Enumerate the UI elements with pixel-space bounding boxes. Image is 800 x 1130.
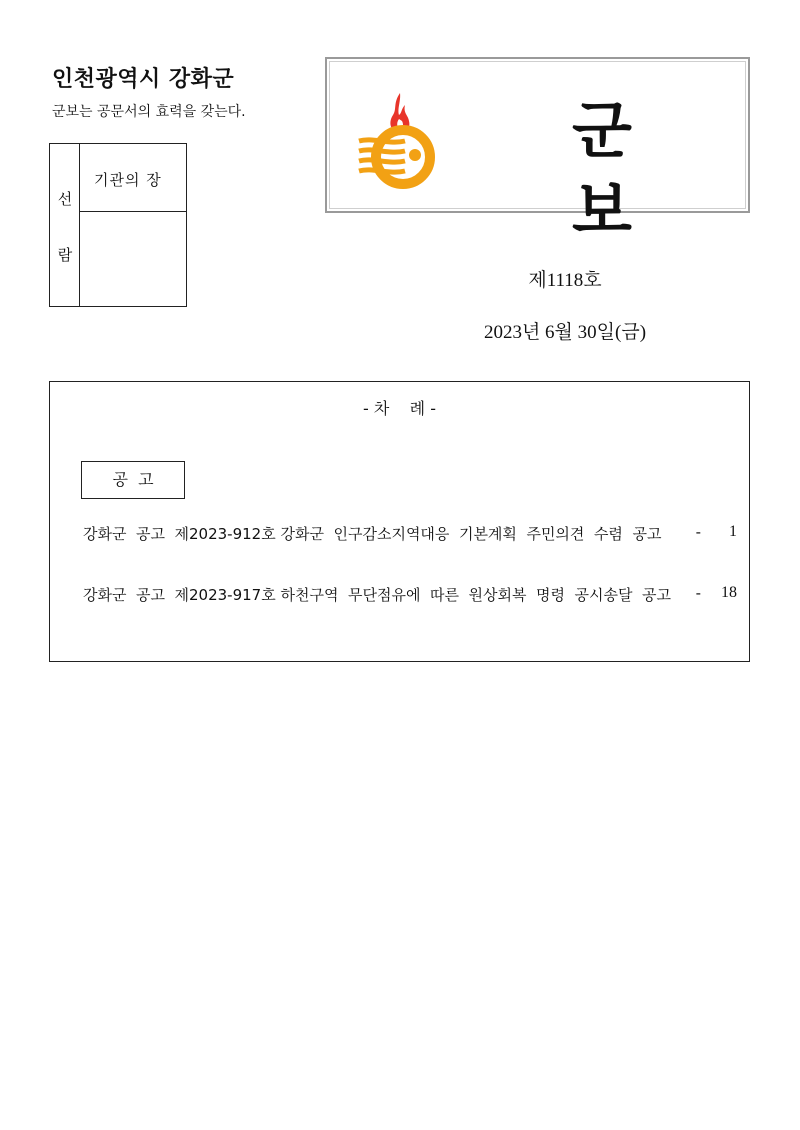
issuer-subtitle: 군보는 공문서의 효력을 갖는다. xyxy=(52,104,246,120)
toc-title: - 차 례 - xyxy=(363,399,436,418)
toc-item-leader: - xyxy=(695,584,701,602)
toc-item-title: 강화군 공고 제2023-917호 하천구역 무단점유에 따른 원상회복 명령 공시송달 공고 xyxy=(83,586,671,604)
toc-item-page: 1 xyxy=(729,523,737,540)
issuer-title: 인천광역시 강화군 xyxy=(52,67,235,92)
circulation-label-top: 선 xyxy=(57,190,73,208)
circulation-header-cell xyxy=(80,144,186,212)
toc-item-leader: - xyxy=(695,523,701,541)
toc-item[interactable] xyxy=(83,584,737,606)
gangwha-county-emblem-icon xyxy=(353,89,443,189)
table-of-contents xyxy=(49,381,750,662)
toc-section-label: 공 고 xyxy=(81,461,185,499)
issue-date: 2023년 6월 30일(금) xyxy=(483,322,647,343)
circulation-label-bottom: 람 xyxy=(57,246,73,264)
gazette-title: 군보 xyxy=(572,94,702,247)
gazette-banner xyxy=(325,57,750,247)
toc-item-title: 강화군 공고 제2023-912호 강화군 인구감소지역대응 기본계획 주민의견 수렴 공고 xyxy=(83,525,662,543)
circulation-box xyxy=(49,143,187,307)
circulation-column-header: 기관의 장 xyxy=(94,171,162,189)
toc-item-page: 18 xyxy=(721,584,737,601)
circulation-side-label xyxy=(50,144,80,306)
toc-item[interactable] xyxy=(83,523,737,545)
issue-number: 제1118호 xyxy=(528,270,602,291)
